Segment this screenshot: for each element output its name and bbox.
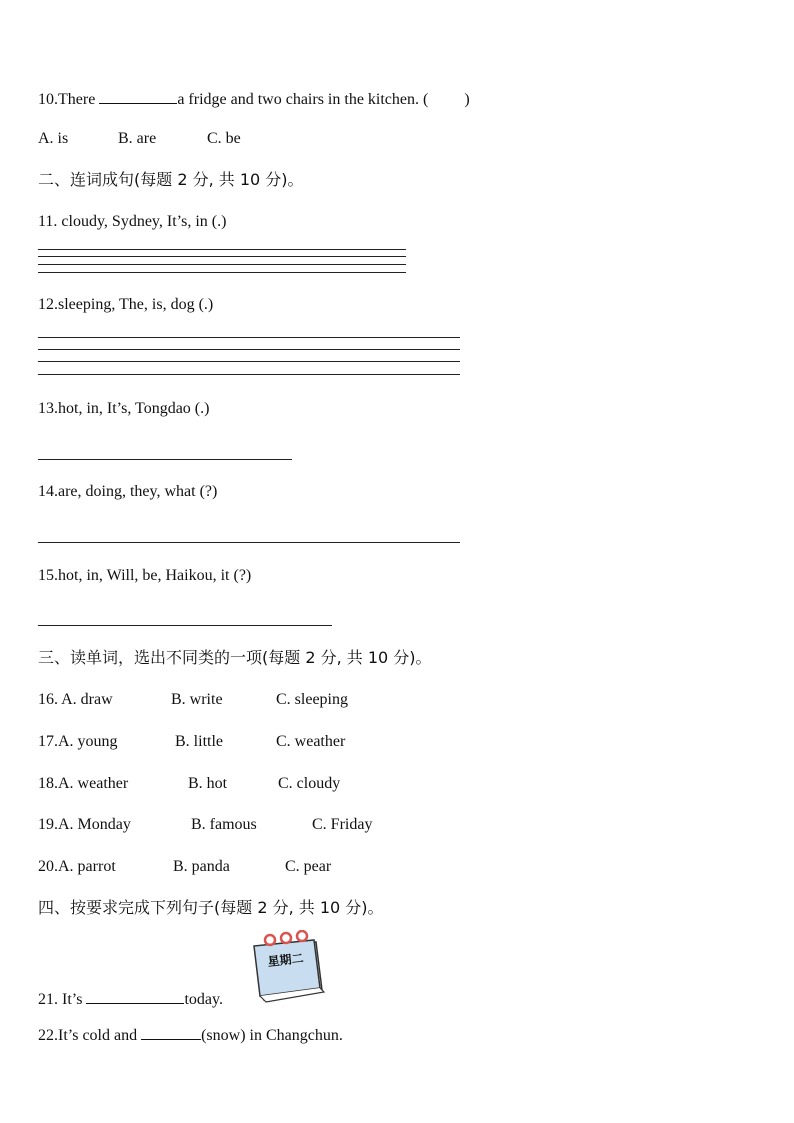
option-a: A. is bbox=[38, 130, 69, 147]
question-18: 18.A. weather B. hot C. cloudy bbox=[38, 775, 341, 792]
answer-line[interactable] bbox=[38, 256, 406, 257]
calendar-page bbox=[254, 940, 320, 996]
answer-line[interactable] bbox=[38, 374, 460, 375]
answer-line[interactable] bbox=[38, 249, 406, 250]
question-10-options bbox=[38, 129, 241, 149]
question-14: 14.are, doing, they, what (?) bbox=[38, 483, 218, 500]
answer-blank[interactable] bbox=[86, 987, 184, 1004]
option-c: C. be bbox=[207, 130, 241, 147]
answer-line[interactable] bbox=[38, 361, 460, 362]
section-2-heading: 二、连词成句(每题 2 分, 共 10 分)。 bbox=[38, 170, 304, 189]
question-17: 17.A. young B. little C. weather bbox=[38, 733, 346, 750]
question-22: 22.It’s cold and (snow) in Changchun. bbox=[38, 1023, 343, 1046]
answer-line[interactable] bbox=[38, 272, 406, 273]
calendar-label: 星期二 bbox=[266, 951, 305, 969]
calendar-ring bbox=[281, 933, 291, 943]
question-19: 19.A. Monday B. famous C. Friday bbox=[38, 816, 373, 833]
section-3-heading: 三、读单词，选出不同类的一项(每题 2 分, 共 10 分)。 bbox=[38, 648, 432, 667]
calendar-ring bbox=[297, 931, 307, 941]
question-12: 12.sleeping, The, is, dog (.) bbox=[38, 296, 214, 313]
answer-line[interactable] bbox=[38, 349, 460, 350]
answer-blank[interactable] bbox=[99, 87, 177, 104]
answer-line[interactable] bbox=[38, 337, 460, 338]
question-16: 16. A. draw B. write C. sleeping bbox=[38, 691, 348, 708]
answer-line[interactable] bbox=[38, 625, 332, 626]
question-11: 11. cloudy, Sydney, It’s, in (.) bbox=[38, 213, 227, 230]
section-4-heading: 四、按要求完成下列句子(每题 2 分, 共 10 分)。 bbox=[38, 898, 384, 917]
calendar-ring bbox=[265, 935, 275, 945]
question-15: 15.hot, in, Will, be, Haikou, it (?) bbox=[38, 567, 252, 584]
answer-blank[interactable] bbox=[141, 1023, 201, 1040]
answer-line[interactable] bbox=[38, 264, 406, 265]
question-21: 21. It’s today. bbox=[38, 987, 223, 1010]
question-10: 10.There a fridge and two chairs in the kitchen. ( ) bbox=[38, 87, 470, 110]
answer-line[interactable] bbox=[38, 542, 460, 543]
question-20: 20.A. parrot B. panda C. pear bbox=[38, 858, 332, 875]
calendar-icon bbox=[244, 930, 330, 1004]
question-13: 13.hot, in, It’s, Tongdao (.) bbox=[38, 400, 210, 417]
answer-line[interactable] bbox=[38, 459, 292, 460]
option-b: B. are bbox=[118, 130, 157, 147]
